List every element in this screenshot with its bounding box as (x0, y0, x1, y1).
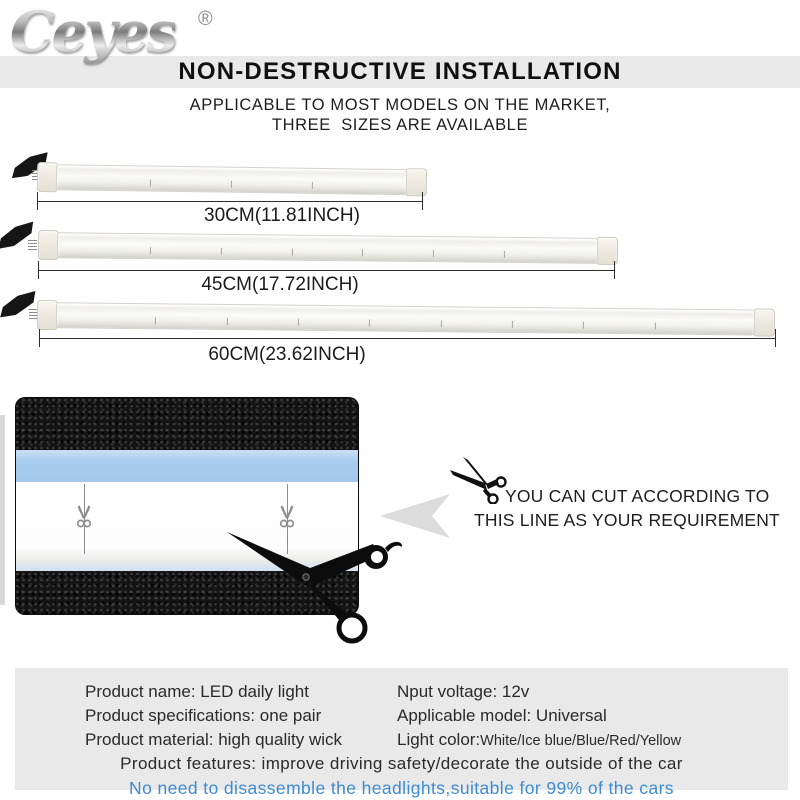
strip-body (56, 164, 407, 195)
spec-light-color (397, 730, 788, 750)
dimension-line-45cm (38, 270, 615, 271)
led-strip-30cm (37, 162, 427, 197)
spec-material: Product material: high quality wick (85, 730, 343, 749)
dimension-label-45cm: 45CM(17.72INCH) (201, 274, 359, 295)
specs-panel (15, 668, 788, 798)
strip-segment-marks (79, 245, 575, 258)
left-edge-bar (0, 415, 5, 605)
led-strip-60cm (37, 300, 775, 338)
spec-row (15, 728, 788, 752)
subtitle-line-1: APPLICABLE TO MOST MODELS ON THE MARKET, (189, 96, 611, 114)
cut-note-line-1: YOU CAN CUT ACCORDING TO (505, 486, 770, 506)
registered-trademark-icon: ® (198, 8, 213, 30)
spec-features: Product features: improve driving safety/decorate the outside of the car (120, 754, 683, 773)
subtitle (0, 95, 800, 135)
cut-here-scissors-icon (73, 504, 95, 532)
brand-logo (10, 0, 213, 65)
strip-segment-marks (71, 177, 392, 189)
light-color-label: Light color: (397, 730, 481, 749)
cut-note-line-2: THIS LINE AS YOUR REQUIREMENT (474, 510, 780, 530)
connector-pins (28, 240, 37, 250)
strip-body (57, 232, 598, 264)
spec-product-name: Product name: LED daily light (85, 682, 309, 701)
led-strip-45cm (38, 230, 618, 266)
spec-row (15, 704, 788, 728)
brand-name: Ceyes (10, 0, 175, 65)
cut-mark-left (72, 484, 96, 554)
spec-input-voltage: Nput voltage: 12v (397, 682, 530, 701)
banner-title: NON-DESTRUCTIVE INSTALLATION (178, 58, 622, 85)
dimension-line-30cm (37, 201, 423, 202)
dimension-line-60cm (39, 338, 776, 339)
arrow-left-icon (378, 492, 452, 540)
scissors-icon (449, 456, 511, 504)
strip-segment-marks (85, 316, 726, 331)
subtitle-line-2: THREE SIZES ARE AVAILABLE (271, 116, 529, 134)
spec-highlight: No need to disassemble the headlights,suitable for 99% of the cars (129, 778, 674, 798)
light-color-value: White/Ice blue/Blue/Red/Yellow (480, 733, 682, 749)
dimension-label-30cm: 30CM(11.81INCH) (204, 205, 360, 226)
spec-specifications: Product specifications: one pair (85, 706, 322, 725)
spec-row (15, 680, 788, 704)
dimension-label-60cm: 60CM(23.62INCH) (208, 344, 366, 365)
strip-end-cap (753, 308, 775, 336)
strip-body (56, 302, 755, 335)
spec-applicable-model: Applicable model: Universal (397, 706, 607, 725)
strip-end-cap (405, 168, 427, 196)
strip-closeup-blue-edge (16, 450, 358, 482)
